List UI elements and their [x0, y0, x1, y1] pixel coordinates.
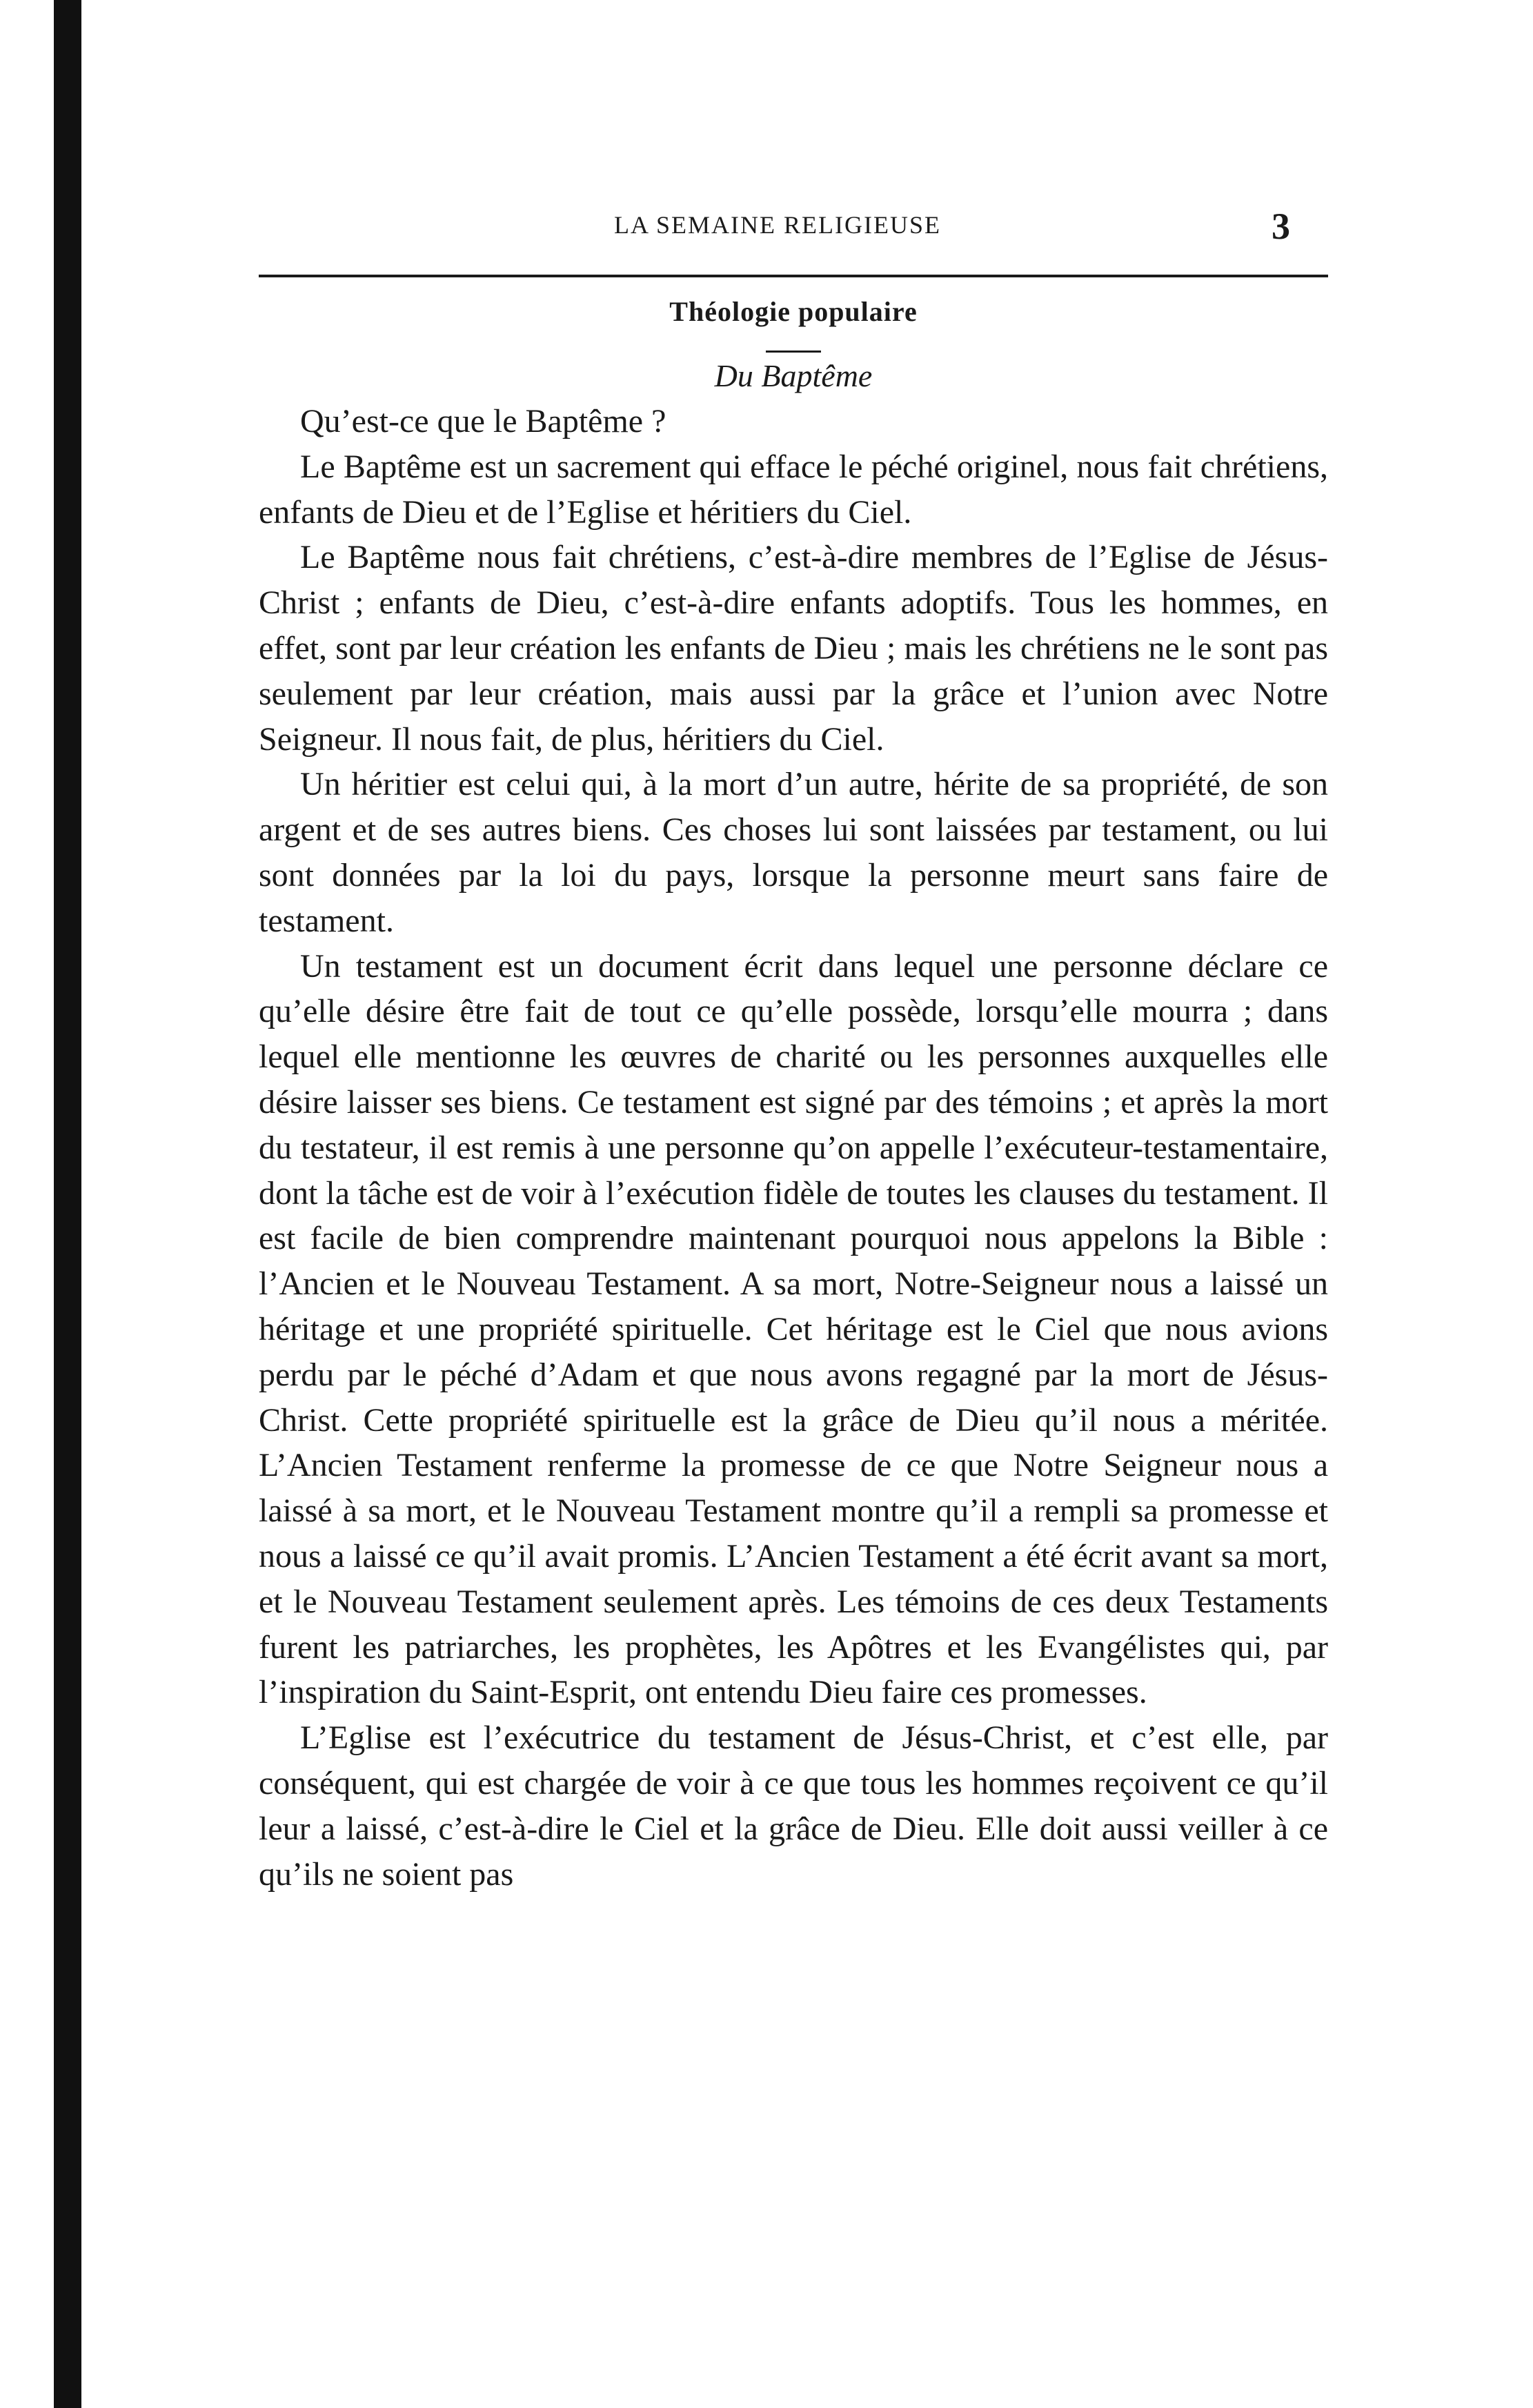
- article-body: [259, 399, 1328, 1897]
- paragraph-heir: Un héritier est celui qui, à la mort d’un autre, hérite de sa propriété, de son argent et de ses autres biens. Ces choses lui sont laissées par testament, ou lui sont données par la loi du pays, lorsque la personne meurt sans faire de testament.: [259, 766, 1328, 939]
- book-page: [259, 0, 1328, 2408]
- running-head: [259, 206, 1328, 252]
- binding-edge: [54, 0, 81, 2408]
- paragraph-children-of-god: Le Baptême nous fait chrétiens, c’est-à-dire membres de l’Eglise de Jésus-Christ ; enfants de Dieu, c’est-à-dire enfants adoptifs. Tous les hommes, en effet, sont par leur création les enfants de Dieu ; mais les chrétiens ne le sont pas seulement par leur création, mais aussi par la grâce et l’union avec Notre Seigneur. Il nous fait, de plus, héritiers du Ciel.: [259, 539, 1328, 758]
- header-rule: [259, 275, 1328, 277]
- section-divider: [766, 351, 821, 353]
- paragraph-definition: Le Baptême est un sacrement qui efface le péché originel, nous fait chrétiens, enfants de Dieu et de l’Eglise et héritiers du Ciel.: [259, 448, 1328, 531]
- running-title: LA SEMAINE RELIGIEUSE: [614, 211, 941, 239]
- section-title: Théologie populaire: [669, 296, 918, 327]
- paragraph-church-executor: L’Eglise est l’exécutrice du testament de Jésus-Christ, et c’est elle, par conséquent, qui est chargée de voir à ce que tous les hommes reçoivent ce qu’il leur a laissé, c’est-à-dire le Ciel et la grâce de Dieu. Elle doit aussi veiller à ce qu’ils ne soient pas: [259, 1719, 1328, 1893]
- paragraph-testament: Un testament est un document écrit dans lequel une personne déclare ce qu’elle désire être fait de tout ce qu’elle possède, lorsqu’elle mourra ; dans lequel elle mentionne les œuvres de charité ou les personnes auxquelles elle désire laisser ses biens. Ce testament est signé par des témoins ; et après la mort du testateur, il est remis à une personne qu’on appelle l’exécuteur-testamentaire, dont la tâche est de voir à l’exécution fidèle de toutes les clauses du testament. Il est facile de bien comprendre maintenant pourquoi nous appelons la Bible : l’Ancien et le Nouveau Testament. A sa mort, Notre-Seigneur nous a laissé un héritage et une propriété spirituelle. Cet héritage est le Ciel que nous avions perdu par le péché d’Adam et que nous avons regagné par la mort de Jésus-Christ. Cette propriété spirituelle est la grâce de Dieu qu’il nous a méritée. L’Ancien Testament renferme la promesse de ce que Notre Seigneur nous a laissé à sa mort, et le Nouveau Testament montre qu’il a rempli sa promesse et nous a laissé ce qu’il avait promis. L’Ancien Testament a été écrit avant sa mort, et le Nouveau Testament seulement après. Les témoins de ces deux Testaments furent les patriarches, les prophètes, les Apôtres et les Evangélistes qui, par l’inspiration du Saint-Esprit, ont entendu Dieu faire ces promesses.: [259, 947, 1328, 1711]
- page-number: 3: [1272, 206, 1290, 247]
- article-title: Du Baptême: [714, 358, 873, 393]
- paragraph-question: Qu’est-ce que le Baptême ?: [300, 403, 666, 440]
